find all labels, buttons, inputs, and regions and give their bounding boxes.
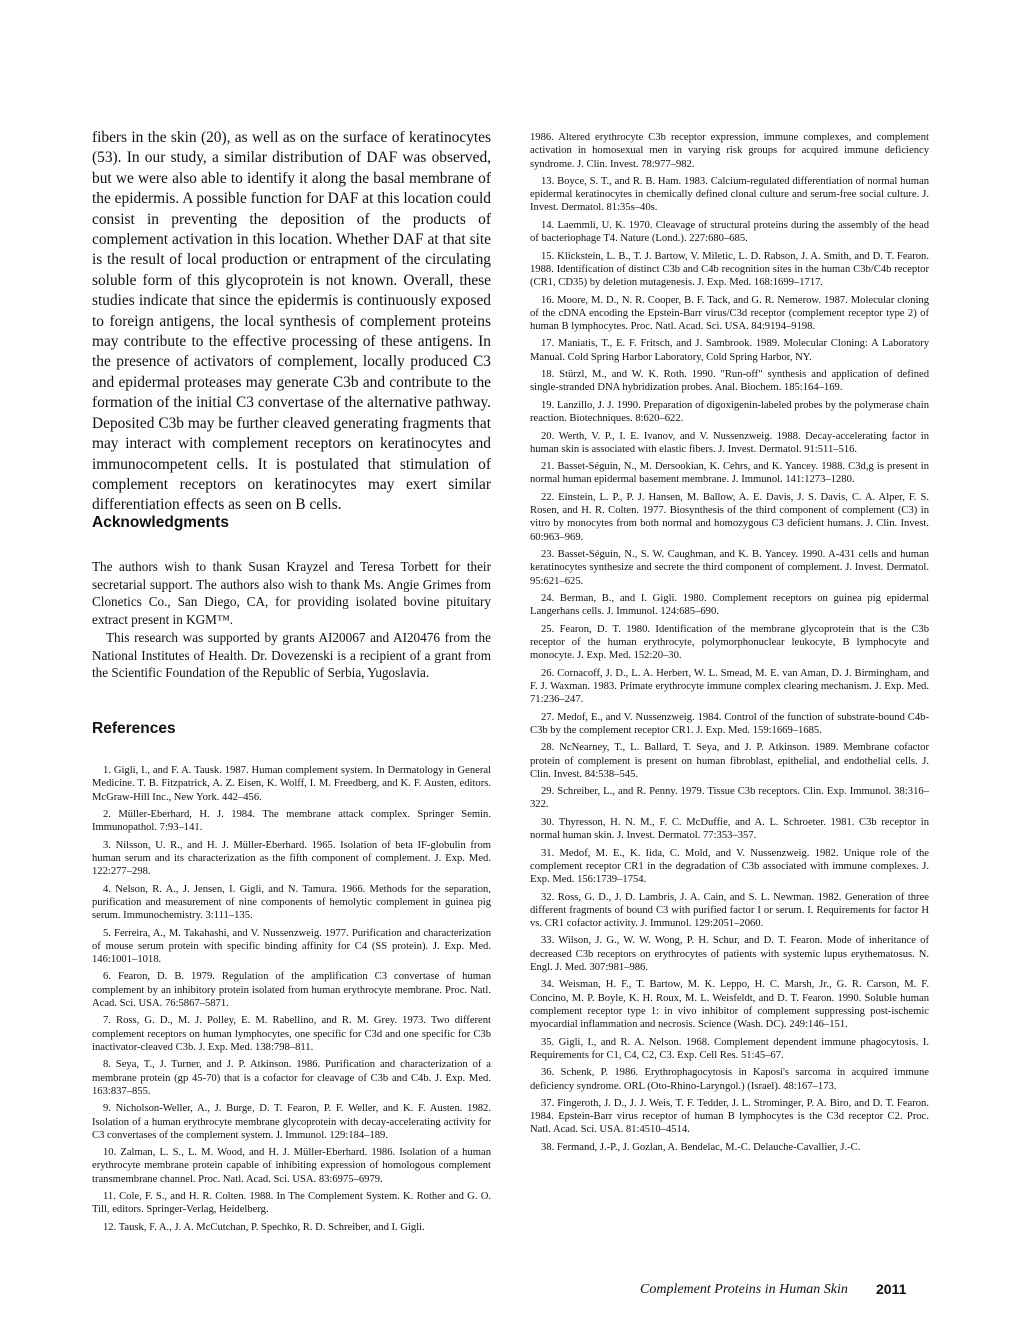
reference-item: 34. Weisman, H. F., T. Bartow, M. K. Leppo, H. C. Marsh, Jr., G. R. Carson, M. F. Concino, M. P. Boyle, K. H. Roux, M. L. Weisfeldt, and D. T. Fearon. 1990. Soluble human complement receptor type 1: in vivo inhibitor of complement suppressing post-ischemic myocardial inflammation and necrosis. Science (Wash. DC). 249:146–151.	[530, 979, 929, 1031]
reference-item: 35. Gigli, I., and R. A. Nelson. 1968. Complement dependent immune phagocytosis. I. Requirements for C1, C4, C2, C3. Exp. Cell Res. 51:45–67.	[530, 1036, 929, 1061]
discussion-paragraph: fibers in the skin (20), as well as on the surface of keratinocytes (53). In our study, a similar distribution of DAF was observed, but we were also able to identify it along the basal membrane of the epidermis. A possible function for DAF at this location could consist in preventing the deposition of the products of complement activation in this location. Whether DAF at that site is the result of local production or entrapment of the circulating soluble form of this glycoprotein is not known. Overall, these studies indicate that since the epidermis is continuously exposed to foreign antigens, the local synthesis of complement proteins may contribute to the effective processing of these antigens. In the presence of activators of complement, locally produced C3 and epidermal proteases may generate C3b and contribute to the formation of the initial C3 convertase of the alternative pathway. Deposited C3b may be further cleaved generating fragments that may interact with complement receptors on keratinocytes and immunocompetent cells. It is postulated that stimulation of complement receptors on keratinocytes may exert similar differentiation effects as seen on B cells.	[92, 129, 491, 514]
reference-item: 25. Fearon, D. T. 1980. Identification of the membrane glycoprotein that is the C3b receptor of the human erythrocyte, polymorphonuclear leukocyte, B lymphocyte and monocyte. J. Exp. Med. 152:20–30.	[530, 623, 929, 662]
reference-item: 21. Basset-Séguin, N., M. Dersookian, K. Cehrs, and K. Yancey. 1988. C3d,g is present in normal human epidermal basement membrane. J. Immunol. 141:1273–1280.	[530, 461, 929, 486]
reference-item: 12. Tausk, F. A., J. A. McCutchan, P. Spechko, R. D. Schreiber, and I. Gigli.	[103, 1221, 425, 1233]
reference-item: 38. Fermand, J.-P., J. Gozlan, A. Bendelac, M.-C. Delauche-Cavallier, J.-C.	[541, 1141, 861, 1153]
reference-item: 17. Maniatis, T., E. F. Fritsch, and J. Sambrook. 1989. Molecular Cloning: A Laboratory Manual. Cold Spring Harbor Laboratory, Cold Spring Harbor, NY.	[530, 338, 929, 363]
reference-item: 20. Werth, V. P., I. E. Ivanov, and V. Nussenzweig. 1988. Decay-accelerating factor in human skin is associated with elastic fibers. J. Invest. Dermatol. 91:511–516.	[530, 430, 929, 455]
reference-item: 29. Schreiber, L., and R. Penny. 1979. Tissue C3b receptors. Clin. Exp. Immunol. 38:316–322.	[530, 786, 929, 811]
reference-item: 5. Ferreira, A., M. Takahashi, and V. Nussenzweig. 1977. Purification and characterization of mouse serum protein with specific binding affinity for C4 (SS protein). J. Exp. Med. 146:1001–1018.	[92, 927, 491, 965]
reference-item: 36. Schenk, P. 1986. Erythrophagocytosis in Kaposi's sarcoma in acquired immune deficiency syndrome. ORL (Oto-Rhino-Laryngol.) (Israel). 48:167–173.	[530, 1067, 929, 1092]
reference-item: 15. Klickstein, L. B., T. J. Bartow, V. Miletic, L. D. Rabson, J. A. Smith, and D. T. Fearon. 1988. Identification of distinct C3b and C4b recognition sites in the human C3b/C4b receptor (CR1, CD35) by deletion mutagenesis. J. Exp. Med. 168:1699–1717.	[530, 250, 929, 289]
reference-item: 18. Stürzl, M., and W. K. Roth. 1990. "Run-off" synthesis and application of defined single-stranded DNA hybridization probes. Anal. Biochem. 185:164–169.	[530, 369, 929, 394]
reference-item: 33. Wilson, J. G., W. W. Wong, P. H. Schur, and D. T. Fearon. Mode of inheritance of decreased C3b receptors on erythrocytes of patients with systemic lupus erythematosus. N. Engl. J. Med. 307:981–986.	[530, 935, 929, 973]
acknowledgments-paragraph: The authors wish to thank Susan Krayzel and Teresa Torbett for their secretarial support. The authors also wish to thank Ms. Angie Grimes from Clonetics Co., San Diego, CA, for providing isolated bovine pituitary extract present in KGM™.	[92, 559, 491, 628]
reference-item: 3. Nilsson, U. R., and H. J. Müller-Eberhard. 1965. Isolation of beta IF-globulin from human serum and its characterization as the fifth component of complement. J. Exp. Med. 122:277–298.	[92, 839, 491, 878]
left-column	[92, 128, 491, 1233]
reference-item: 1. Gigli, I., and F. A. Tausk. 1987. Human complement system. In Dermatology in General Medicine. T. B. Fitzpatrick, A. Z. Eisen, K. Wolff, I. M. Freedberg, and K. F. Austen, editors. McGraw-Hill Inc., New York. 442–456.	[92, 765, 491, 803]
acknowledgments-section	[92, 558, 491, 682]
reference-item: 16. Moore, M. D., N. R. Cooper, B. F. Tack, and G. R. Nemerow. 1987. Molecular cloning of the cDNA encoding the Epstein-Barr virus/C3d receptor (complement receptor type 2) of human B lymphocytes. Proc. Natl. Acad. Sci. USA. 84:9194–9198.	[530, 294, 929, 332]
right-column	[530, 131, 929, 1158]
reference-item: 37. Fingeroth, J. D., J. J. Weis, T. F. Tedder, J. L. Strominger, P. A. Biro, and D. T. Fearon. 1984. Epstein-Barr virus receptor of human B lymphocytes is the C3d receptor C2. Proc. Natl. Acad. Sci. USA. 81:4510–4514.	[530, 1097, 929, 1136]
reference-item: 31. Medof, M. E., K. Iida, C. Mold, and V. Nussenzweig. 1982. Unique role of the complement receptor CR1 in the degradation of C3b associated with immune complexes. J. Exp. Med. 156:1739–1754.	[530, 847, 929, 886]
page-number: 2011	[876, 1281, 907, 1297]
references-list-left	[92, 764, 491, 1238]
acknowledgments-paragraph: This research was supported by grants AI20067 and AI20476 from the National Institutes of Health. Dr. Dovezenski is a recipient of a grant from the Scientific Foundation of the Republic of Serbia, Yugoslavia.	[92, 629, 491, 681]
reference-item: 26. Cornacoff, J. D., L. A. Herbert, W. L. Smead, M. E. van Aman, D. J. Birmingham, and F. J. Waxman. 1983. Primate erythrocyte immune complex clearing mechanism. J. Exp. Med. 71:236–247.	[530, 667, 929, 706]
reference-item: 6. Fearon, D. B. 1979. Regulation of the amplification C3 convertase of human complement by an inhibitory protein isolated from human erythrocyte membrane. Proc. Natl. Acad. Sci. USA. 76:5867–5871.	[92, 971, 491, 1009]
reference-item: 10. Zalman, L. S., L. M. Wood, and H. J. Müller-Eberhard. 1986. Isolation of a human erythrocyte membrane protein capable of inhibiting expression of homologous complement transmembrane channel. Proc. Natl. Acad. Sci. USA. 83:6975–6979.	[92, 1147, 491, 1185]
reference-item: 32. Ross, G. D., J. D. Lambris, J. A. Cain, and S. L. Newman. 1982. Generation of three different fragments of bound C3 with purified factor I or serum. I. Requirements for factor H vs. CR1 cofactor activity. J. Immunol. 129:2051–2060.	[530, 891, 929, 929]
acknowledgments-heading: Acknowledgments	[92, 514, 229, 531]
reference-item: 14. Laemmli, U. K. 1970. Cleavage of structural proteins during the assembly of the head of bacteriophage T4. Nature (Lond.). 227:680–685.	[530, 219, 929, 245]
reference-item: 22. Einstein, L. P., P. J. Hansen, M. Ballow, A. E. Davis, J. S. Davis, C. A. Alper, F. S. Rosen, and H. R. Colten. 1977. Biosynthesis of the third component of complement (C3) in vitro by monocytes from both normal and homozygous C3 deficient humans. J. Clin. Invest. 60:963–969.	[530, 491, 929, 543]
reference-item: 7. Ross, G. D., M. J. Polley, E. M. Rabellino, and R. M. Grey. 1973. Two different complement receptors on human lymphocytes, one specific for C3d and one specific for C3b inactivator-cleaved C3b. J. Exp. Med. 138:798–811.	[92, 1015, 491, 1053]
reference-item: 30. Thyresson, H. N. M., F. C. McDuffie, and A. L. Schroeter. 1981. C3b receptor in normal human skin. J. Invest. Dermatol. 77:353–357.	[530, 816, 929, 842]
reference-item: 11. Cole, F. S., and H. R. Colten. 1988. In The Complement System. K. Rother and G. O. Till, editors. Springer-Verlag, Heidelberg.	[92, 1191, 491, 1216]
reference-item: 9. Nicholson-Weller, A., J. Burge, D. T. Fearon, P. F. Weller, and K. F. Austen. 1982. Isolation of a human erythrocyte membrane glycoprotein with decay-accelerating activity for C3 convertases of the complement system. J. Immunol. 129:184–189.	[92, 1103, 491, 1141]
reference-item: 24. Berman, B., and I. Gigli. 1980. Complement receptors on guinea pig epidermal Langerhans cells. J. Immunol. 124:685–690.	[530, 593, 929, 618]
reference-item: 19. Lanzillo, J. J. 1990. Preparation of digoxigenin-labeled probes by the polymerase chain reaction. Biotechniques. 8:620–622.	[530, 399, 929, 425]
reference-item: 4. Nelson, R. A., J. Jensen, I. Gigli, and N. Tamura. 1966. Methods for the separation, purification and measurement of nine components of hemolytic complement in guinea pig serum. Immunochemistry. 3:111–135.	[92, 883, 491, 922]
reference-item: 28. NcNearney, T., L. Ballard, T. Seya, and J. P. Atkinson. 1989. Membrane cofactor protein of complement is present on human fibroblast, epithelial, and endothelial cells. J. Clin. Invest. 84:538–545.	[530, 742, 929, 780]
references-heading: References	[92, 720, 176, 737]
reference-item: 23. Basset-Séguin, N., S. W. Caughman, and K. B. Yancey. 1990. A-431 cells and human keratinocytes synthesize and secrete the third component of complement. J. Invest. Dermatol. 95:621–625.	[530, 549, 929, 587]
reference-item-continued: 1986. Altered erythrocyte C3b receptor expression, immune complexes, and complement activation in homosexual men in varying risk groups for acquired immune deficiency syndrome. J. Clin. Invest. 78:977–982.	[530, 132, 929, 170]
reference-item: 13. Boyce, S. T., and R. B. Ham. 1983. Calcium-regulated differentiation of normal human epidermal keratinocytes in chemically defined clonal culture and serum-free social culture. J. Invest. Dermatol. 81:35s–40s.	[530, 175, 929, 214]
running-title: Complement Proteins in Human Skin	[640, 1282, 848, 1297]
reference-item: 8. Seya, T., J. Turner, and J. P. Atkinson. 1986. Purification and characterization of a membrane protein (gp 45-70) that is a cofactor for cleavage of C3b and C4b. J. Exp. Med. 163:837–855.	[92, 1059, 491, 1097]
reference-item: 27. Medof, E., and V. Nussenzweig. 1984. Control of the function of substrate-bound C4b-C3b by the complement receptor CR1. J. Exp. Med. 159:1669–1685.	[530, 711, 929, 736]
reference-item: 2. Müller-Eberhard, H. J. 1984. The membrane attack complex. Springer Semin. Immunopathol. 7:93–141.	[92, 808, 491, 834]
